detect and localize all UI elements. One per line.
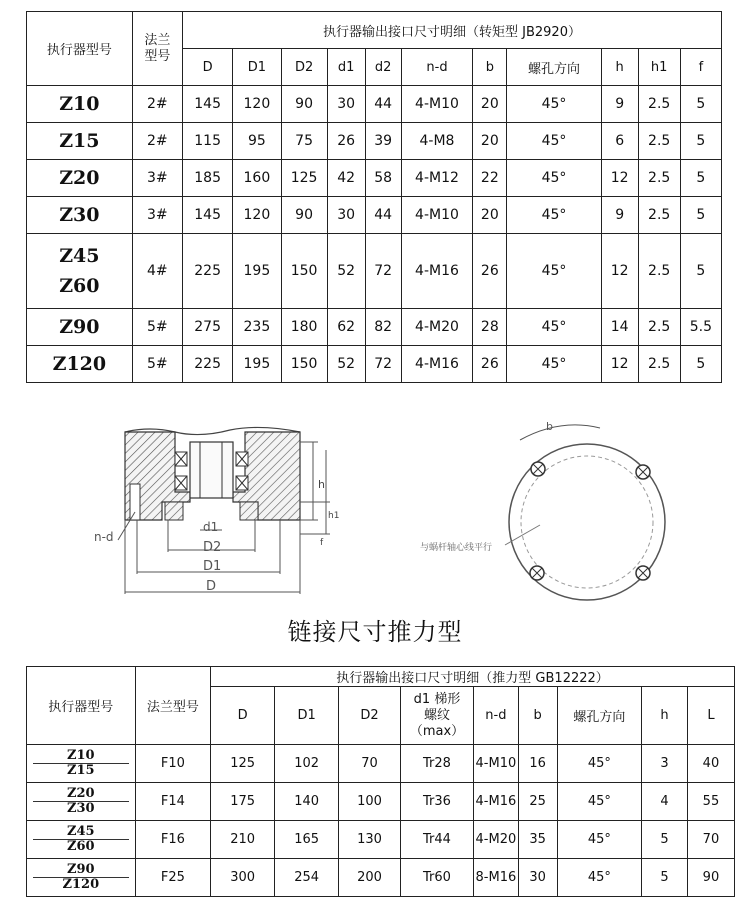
label-b: b [546, 420, 553, 433]
column-header: D [182, 49, 232, 86]
value-cell: 2.5 [638, 86, 680, 123]
value-cell: 2.5 [638, 346, 680, 383]
column-header: h [642, 687, 688, 745]
value-cell: 185 [182, 160, 232, 197]
table-row [27, 123, 722, 160]
column-header: D2 [281, 49, 327, 86]
value-cell: 4-M12 [401, 160, 473, 197]
label-parallel: 与蜗杆轴心线平行 [420, 543, 493, 553]
value-cell: 5 [680, 346, 721, 383]
flange-cell: 3# [132, 160, 182, 197]
value-cell: 45° [557, 821, 642, 859]
value-cell: 102 [275, 745, 339, 783]
value-cell: 3 [642, 745, 688, 783]
model-b: Z60 [59, 275, 100, 297]
table-row [27, 160, 722, 197]
column-header: d1 [327, 49, 365, 86]
column-header: n-d [474, 687, 519, 745]
value-cell: 42 [327, 160, 365, 197]
model-cell: Z90 [27, 309, 133, 346]
value-cell: 4-M8 [401, 123, 473, 160]
value-cell: 14 [601, 309, 638, 346]
model-cell: Z20 [27, 160, 133, 197]
value-cell: 26 [327, 123, 365, 160]
value-cell: 45° [557, 745, 642, 783]
label-nd: n-d [94, 530, 114, 544]
value-cell: 5 [680, 123, 721, 160]
table-row [27, 309, 722, 346]
value-cell: 20 [473, 86, 507, 123]
value-cell: 120 [233, 86, 281, 123]
value-cell: Tr44 [400, 821, 473, 859]
table-row [27, 86, 722, 123]
value-cell: 275 [182, 309, 232, 346]
value-cell: 39 [365, 123, 401, 160]
value-cell: 20 [473, 197, 507, 234]
torque-interface-table [26, 11, 722, 383]
column-header: 螺孔方向 [557, 687, 642, 745]
value-cell: 44 [365, 86, 401, 123]
table-row [27, 859, 735, 897]
column-header: b [473, 49, 507, 86]
model-cell [27, 745, 136, 783]
value-cell: 225 [182, 346, 232, 383]
value-cell: 44 [365, 197, 401, 234]
value-cell: 210 [211, 821, 275, 859]
value-cell: 45° [507, 234, 601, 309]
header-model: 执行器型号 [27, 667, 136, 745]
model-cell: Z120 [27, 346, 133, 383]
column-header: D1 [233, 49, 281, 86]
value-cell: 2.5 [638, 160, 680, 197]
header-model: 执行器型号 [27, 12, 133, 86]
value-cell: 45° [557, 783, 642, 821]
value-cell: 145 [182, 197, 232, 234]
value-cell: Tr60 [400, 859, 473, 897]
value-cell: 45° [507, 309, 601, 346]
value-cell: 2.5 [638, 123, 680, 160]
value-cell: 9 [601, 86, 638, 123]
value-cell: 120 [233, 197, 281, 234]
value-cell: 75 [281, 123, 327, 160]
model-b: Z30 [67, 801, 95, 816]
value-cell: 22 [473, 160, 507, 197]
flange-cell: 5# [132, 346, 182, 383]
column-header: f [680, 49, 721, 86]
value-cell: 2.5 [638, 197, 680, 234]
model-a: Z20 [67, 786, 95, 801]
value-cell: 200 [339, 859, 401, 897]
column-header: h [601, 49, 638, 86]
column-header: 螺孔方向 [507, 49, 601, 86]
table-row [27, 234, 722, 309]
column-header: d1 梯形 螺纹 （max） [400, 687, 473, 745]
value-cell: 5 [680, 86, 721, 123]
value-cell: 4-M10 [401, 197, 473, 234]
label-d1: d1 [203, 520, 219, 534]
value-cell: 4-M10 [401, 86, 473, 123]
flange-cell: F10 [135, 745, 210, 783]
value-cell: 45° [507, 160, 601, 197]
value-cell: 4-M16 [401, 234, 473, 309]
value-cell: 16 [518, 745, 557, 783]
value-cell: 145 [182, 86, 232, 123]
label-D: D [206, 579, 217, 594]
model-cell: Z30 [27, 197, 133, 234]
value-cell: 30 [327, 197, 365, 234]
value-cell: 125 [211, 745, 275, 783]
value-cell: 12 [601, 346, 638, 383]
value-cell: 2.5 [638, 234, 680, 309]
model-b: Z15 [67, 763, 95, 778]
value-cell: 115 [182, 123, 232, 160]
value-cell: 125 [281, 160, 327, 197]
model-a: Z90 [67, 862, 95, 877]
value-cell: 20 [473, 123, 507, 160]
value-cell: 72 [365, 346, 401, 383]
table-row [27, 783, 735, 821]
value-cell: 45° [507, 123, 601, 160]
value-cell: 45° [507, 86, 601, 123]
value-cell: 140 [275, 783, 339, 821]
value-cell: 4 [642, 783, 688, 821]
model-a: Z45 [67, 824, 95, 839]
value-cell: 5 [680, 160, 721, 197]
value-cell: 5 [680, 197, 721, 234]
table-row [27, 197, 722, 234]
value-cell: 100 [339, 783, 401, 821]
flange-plan-view [420, 420, 665, 600]
value-cell: 5 [642, 821, 688, 859]
value-cell: 45° [557, 859, 642, 897]
value-cell: 26 [473, 234, 507, 309]
flange-cell: 2# [132, 123, 182, 160]
flange-cell: F14 [135, 783, 210, 821]
thrust-interface-table [26, 666, 735, 897]
flange-cell: 2# [132, 86, 182, 123]
flange-cell: 4# [132, 234, 182, 309]
value-cell: 9 [601, 197, 638, 234]
value-cell: 90 [281, 86, 327, 123]
model-cell [27, 783, 136, 821]
value-cell: 180 [281, 309, 327, 346]
value-cell: 55 [687, 783, 734, 821]
value-cell: 70 [339, 745, 401, 783]
flange-cell: F25 [135, 859, 210, 897]
model-b: Z120 [62, 877, 100, 892]
label-h: h [318, 478, 325, 491]
value-cell: 30 [518, 859, 557, 897]
value-cell: 12 [601, 160, 638, 197]
value-cell: 25 [518, 783, 557, 821]
value-cell: 4-M20 [474, 821, 519, 859]
flange-cell: F16 [135, 821, 210, 859]
section-title: 链接尺寸推力型 [287, 618, 463, 646]
header-flange-text: 法兰型号 [144, 32, 171, 64]
value-cell: 5.5 [680, 309, 721, 346]
value-cell: 225 [182, 234, 232, 309]
label-h1: h1 [328, 511, 340, 521]
value-cell: Tr36 [400, 783, 473, 821]
value-cell: 45° [507, 346, 601, 383]
value-cell: 4-M10 [474, 745, 519, 783]
value-cell: 72 [365, 234, 401, 309]
value-cell: 130 [339, 821, 401, 859]
value-cell: 254 [275, 859, 339, 897]
model-cell: Z15 [27, 123, 133, 160]
header-group: 执行器输出接口尺寸明细（转矩型 JB2920） [182, 12, 721, 49]
model-cell [27, 234, 133, 309]
label-D2: D2 [203, 540, 222, 555]
column-header: D [211, 687, 275, 745]
value-cell: 45° [507, 197, 601, 234]
value-cell: 40 [687, 745, 734, 783]
value-cell: 90 [281, 197, 327, 234]
flange-cell: 3# [132, 197, 182, 234]
value-cell: 28 [473, 309, 507, 346]
column-header: D2 [339, 687, 401, 745]
model-a: Z10 [67, 748, 95, 763]
value-cell: 70 [687, 821, 734, 859]
value-cell: 165 [275, 821, 339, 859]
label-D1: D1 [203, 559, 222, 574]
column-header: d2 [365, 49, 401, 86]
table-row [27, 821, 735, 859]
value-cell: 6 [601, 123, 638, 160]
column-header: h1 [638, 49, 680, 86]
value-cell: 235 [233, 309, 281, 346]
column-header: n-d [401, 49, 473, 86]
value-cell: 12 [601, 234, 638, 309]
value-cell: 5 [680, 234, 721, 309]
value-cell: 52 [327, 234, 365, 309]
table-row [27, 745, 735, 783]
section-view [94, 427, 339, 594]
model-cell: Z10 [27, 86, 133, 123]
value-cell: 62 [327, 309, 365, 346]
model-cell [27, 859, 136, 897]
header-flange: 法兰型号 [135, 667, 210, 745]
model-cell [27, 821, 136, 859]
value-cell: 95 [233, 123, 281, 160]
value-cell: 2.5 [638, 309, 680, 346]
value-cell: 58 [365, 160, 401, 197]
value-cell: 8-M16 [474, 859, 519, 897]
value-cell: 195 [233, 346, 281, 383]
interface-drawing [0, 400, 750, 605]
value-cell: 26 [473, 346, 507, 383]
flange-cell: 5# [132, 309, 182, 346]
column-header: L [687, 687, 734, 745]
value-cell: Tr28 [400, 745, 473, 783]
value-cell: 82 [365, 309, 401, 346]
value-cell: 150 [281, 234, 327, 309]
column-header: D1 [275, 687, 339, 745]
header-flange [132, 12, 182, 86]
value-cell: 175 [211, 783, 275, 821]
value-cell: 90 [687, 859, 734, 897]
value-cell: 4-M16 [474, 783, 519, 821]
value-cell: 4-M16 [401, 346, 473, 383]
table-row [27, 346, 722, 383]
value-cell: 150 [281, 346, 327, 383]
value-cell: 195 [233, 234, 281, 309]
value-cell: 300 [211, 859, 275, 897]
value-cell: 35 [518, 821, 557, 859]
model-b: Z60 [67, 839, 95, 854]
header-group: 执行器输出接口尺寸明细（推力型 GB12222） [211, 667, 735, 687]
value-cell: 52 [327, 346, 365, 383]
value-cell: 5 [642, 859, 688, 897]
model-a: Z45 [59, 245, 100, 267]
column-header: b [518, 687, 557, 745]
value-cell: 4-M20 [401, 309, 473, 346]
value-cell: 30 [327, 86, 365, 123]
label-f: f [320, 538, 324, 548]
value-cell: 160 [233, 160, 281, 197]
